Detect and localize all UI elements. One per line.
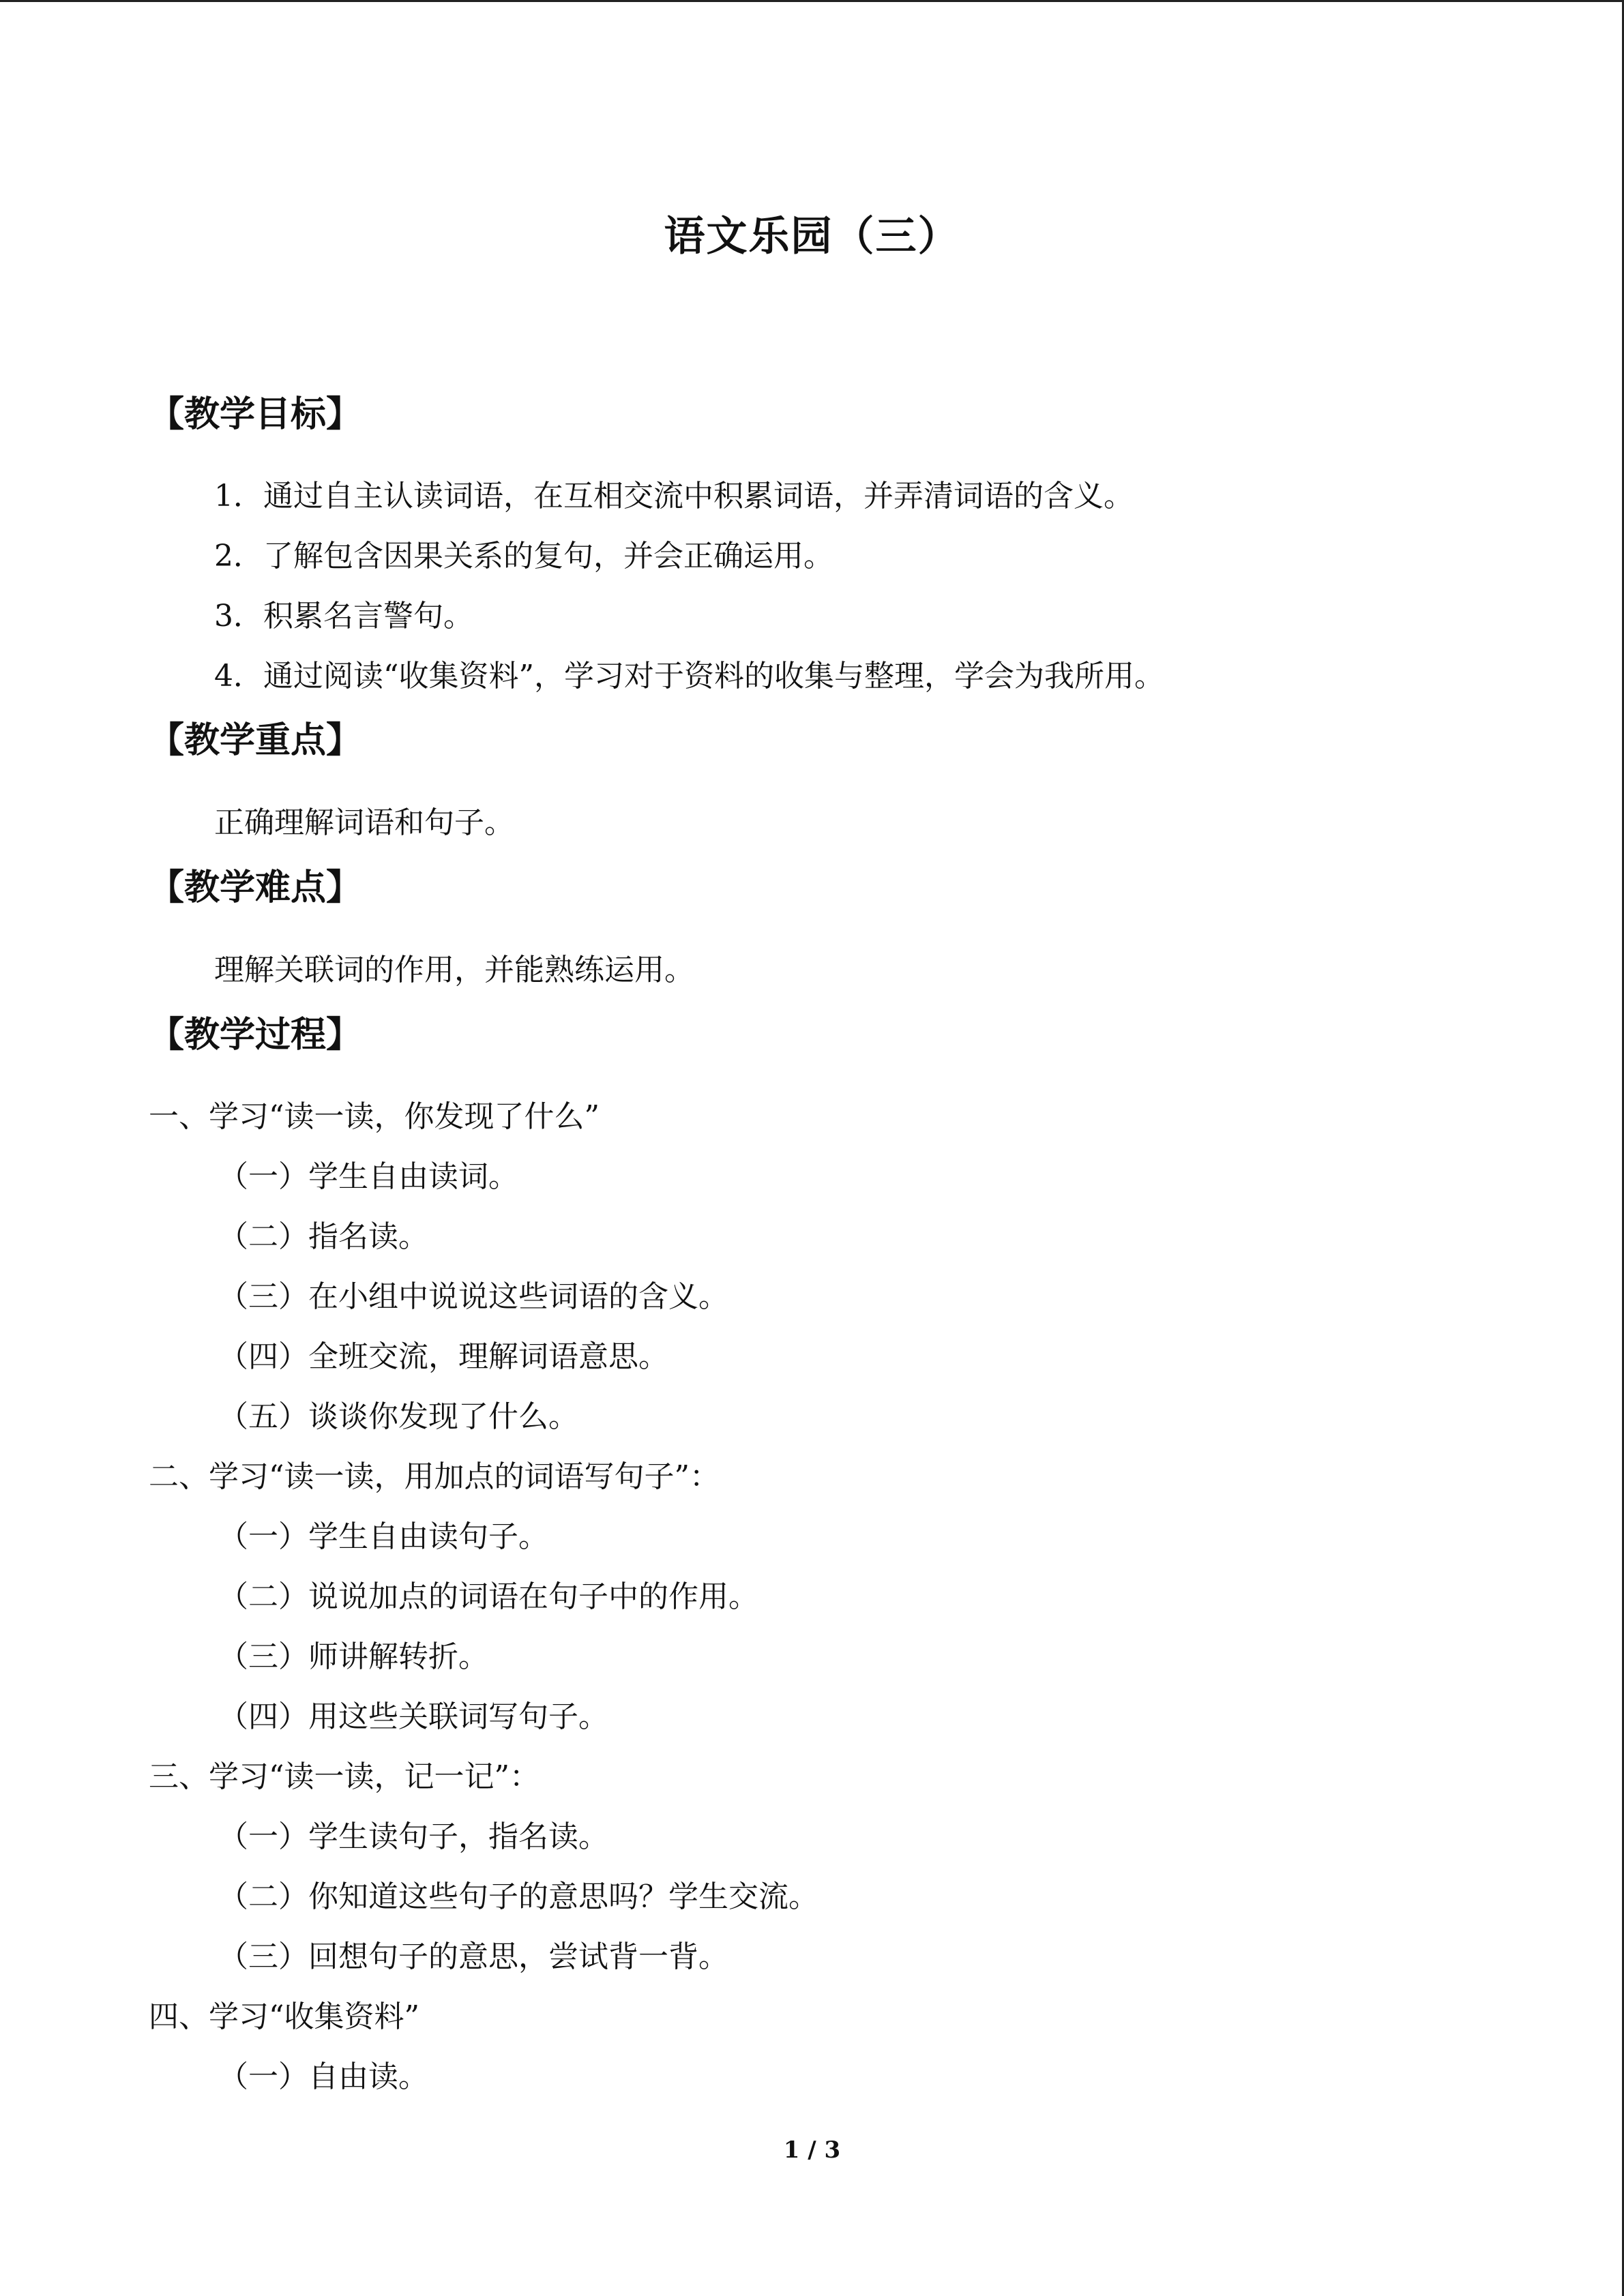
- key-points-text: 正确理解词语和句子。: [214, 805, 514, 840]
- objective-item: 2．了解包含因果关系的复句，并会正确运用。: [214, 539, 833, 573]
- difficulties-heading: 【教学难点】: [149, 867, 362, 908]
- process-part-title: 三、学习“读一读，记一记”：: [149, 1759, 540, 1794]
- process-step: （一）自由读。: [218, 2059, 428, 2094]
- process-part-title: 二、学习“读一读，用加点的词语写句子”：: [149, 1459, 720, 1494]
- objective-item: 1．通过自主认读词语，在互相交流中积累词语，并弄清词语的含义。: [214, 479, 1134, 513]
- process-step: （二）指名读。: [218, 1219, 428, 1254]
- key-points-heading: 【教学重点】: [149, 720, 362, 761]
- page-number: 1 / 3: [783, 2136, 841, 2164]
- process-step: （二）说说加点的词语在句子中的作用。: [218, 1579, 758, 1614]
- process-heading: 【教学过程】: [149, 1015, 362, 1056]
- process-step: （一）学生自由读句子。: [218, 1519, 548, 1554]
- process-step: （三）师讲解转折。: [218, 1639, 488, 1674]
- page-title: 语文乐园（三）: [664, 213, 960, 260]
- process-step: （三）回想句子的意思，尝试背一背。: [218, 1939, 728, 1974]
- process-step: （一）学生自由读词。: [218, 1159, 518, 1194]
- process-step: （三）在小组中说说这些词语的含义。: [218, 1279, 728, 1314]
- process-part-title: 四、学习“收集资料”: [149, 1999, 419, 2034]
- difficulties-text: 理解关联词的作用，并能熟练运用。: [214, 953, 694, 987]
- process-step: （一）学生读句子，指名读。: [218, 1819, 608, 1854]
- objectives-heading: 【教学目标】: [149, 394, 362, 435]
- process-step: （四）用这些关联词写句子。: [218, 1699, 608, 1734]
- process-step: （二）你知道这些句子的意思吗？学生交流。: [218, 1879, 818, 1914]
- objective-item: 4．通过阅读“收集资料”，学习对于资料的收集与整理，学会为我所用。: [214, 659, 1164, 694]
- process-step: （五）谈谈你发现了什么。: [218, 1399, 578, 1434]
- process-part-title: 一、学习“读一读，你发现了什么”: [149, 1099, 600, 1134]
- process-step: （四）全班交流，理解词语意思。: [218, 1339, 668, 1374]
- objective-item: 3．积累名言警句。: [214, 599, 473, 633]
